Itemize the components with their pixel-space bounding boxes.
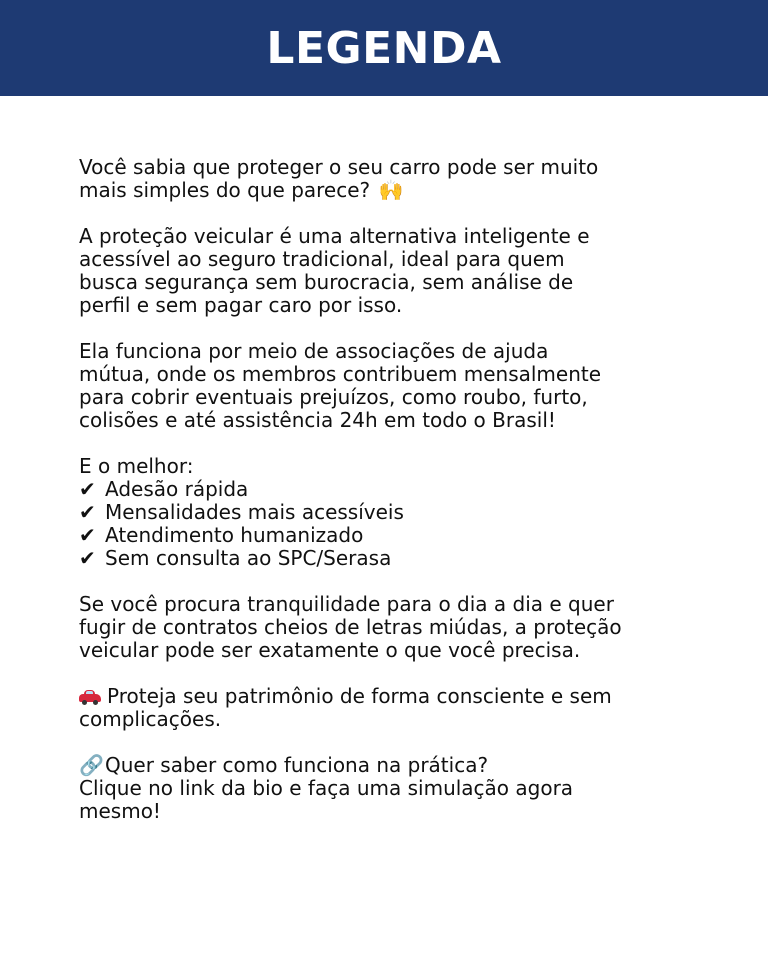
protect-line-1 — [79, 685, 719, 708]
checkmark-icon: ✔ — [79, 477, 96, 501]
benefits-list — [79, 455, 719, 570]
definition-line: A proteção veicular é uma alternativa inteligente e — [79, 224, 590, 248]
intro-line-1: Você sabia que proteger o seu carro pode ser muito — [79, 155, 599, 179]
car-icon — [79, 690, 101, 704]
definition-paragraph — [79, 225, 719, 317]
link-icon: 🔗 — [79, 753, 104, 777]
benefit-text: Atendimento humanizado — [105, 523, 364, 547]
cta-line-3: mesmo! — [79, 799, 161, 823]
benefit-text: Adesão rápida — [105, 477, 249, 501]
how-it-works-line: Ela funciona por meio de associações de ajuda — [79, 339, 549, 363]
benefit-text: Mensalidades mais acessíveis — [105, 500, 404, 524]
page-title: LEGENDA — [266, 22, 502, 74]
list-item — [79, 478, 719, 501]
tranquility-line: veicular pode ser exatamente o que você precisa. — [79, 638, 581, 662]
cta-paragraph — [79, 754, 719, 823]
tranquility-line: fugir de contratos cheios de letras miúdas, a proteção — [79, 615, 622, 639]
cta-line-1 — [79, 754, 719, 777]
how-it-works-line: mútua, onde os membros contribuem mensalmente — [79, 362, 602, 386]
protect-line-2: complicações. — [79, 707, 222, 731]
cta-line-1-text: Quer saber como funciona na prática? — [105, 753, 489, 777]
tranquility-paragraph — [79, 593, 719, 662]
raised-hands-icon: 🙌 — [378, 178, 404, 202]
intro-line-2-text: mais simples do que parece? — [79, 178, 371, 202]
header-banner — [0, 0, 768, 96]
how-it-works-paragraph — [79, 340, 719, 432]
how-it-works-line: colisões e até assistência 24h em todo o Brasil! — [79, 408, 556, 432]
definition-line: acessível ao seguro tradicional, ideal para quem — [79, 247, 565, 271]
how-it-works-line: para cobrir eventuais prejuízos, como roubo, furto, — [79, 385, 588, 409]
definition-line: perfil e sem pagar caro por isso. — [79, 293, 403, 317]
checkmark-icon: ✔ — [79, 523, 96, 547]
intro-line-2 — [79, 179, 719, 202]
caption-body — [79, 156, 719, 846]
list-item — [79, 501, 719, 524]
checkmark-icon: ✔ — [79, 500, 96, 524]
protect-line-1-text: Proteja seu patrimônio de forma consciente e sem — [107, 684, 612, 708]
protect-paragraph — [79, 685, 719, 731]
benefits-heading: E o melhor: — [79, 454, 194, 478]
definition-line: busca segurança sem burocracia, sem análise de — [79, 270, 574, 294]
checkmark-icon: ✔ — [79, 546, 96, 570]
cta-line-2: Clique no link da bio e faça uma simulação agora — [79, 776, 574, 800]
benefit-text: Sem consulta ao SPC/Serasa — [105, 546, 392, 570]
list-item — [79, 524, 719, 547]
intro-paragraph — [79, 156, 719, 202]
tranquility-line: Se você procura tranquilidade para o dia a dia e quer — [79, 592, 614, 616]
list-item — [79, 547, 719, 570]
